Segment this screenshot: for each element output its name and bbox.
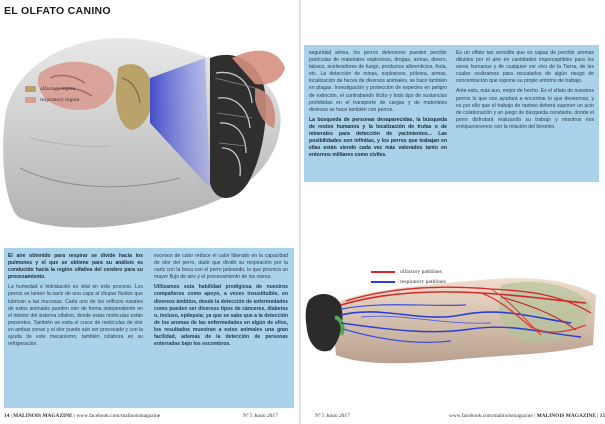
- respiratory-swatch: [25, 97, 36, 103]
- text-column-2: [456, 50, 594, 134]
- legend-item: [25, 94, 79, 105]
- paragraph: seguridad aérea, los perros detectores pueden percibir partículas de materiales explosivos, drogas, armas, dinero, tabaco, aceleradores de fuego, productos alimenticios, fruta, etc. La detección de minas, explosivos, pólvora, armas, localización de heces de diversos animales, se hace también en plagas. Investigación y protección de especies en peligro de extinción, el contrabando ilícito y todo tipo de sustancias prohibidas en el transporte de cargas y de materiales diversos se hace también con perros.: [309, 50, 447, 113]
- paragraph: La humedad e hidratación es vital en este proceso. Los perros se lamen la nariz de una capa al chupar fluidos que lubrican a las mucosas. Cada uno de los orificios nasales de estos animales pueden oler de forma independiente en el interior del sistema olfativo, donde estas moléculas están presentes. También se evita el cruce de moléculas de olor en ambas zonas y el olor puede aún ser procesado y con la ayuda de este mecanismo, también colabora en su refrigeración.: [8, 284, 143, 348]
- page-number: 15: [599, 413, 605, 419]
- dog-nose-cross-section-illustration: [0, 18, 299, 246]
- legend-item: [371, 277, 446, 287]
- pathlines-legend: [371, 267, 446, 287]
- magazine-name: MALINOIS MAGAZINE: [536, 413, 597, 419]
- text-column-1: [8, 253, 143, 351]
- paragraph: Es un olfato tan sensible que es capaz de percibir aromas diluidos por el aire en cantidades imperceptibles para los seres humanos y de cualquier ser vivo de la Tierra, de los cuales realizamos para rescatarlos de algún riesgo de concentración que supone su propio entorno de trabajo.: [456, 50, 594, 85]
- olfactory-swatch: [25, 86, 36, 92]
- legend-item: [25, 83, 79, 94]
- paragraph: Utilizamos esta habilidad prodigiosa de nuestros compañeros como apoyo, a veces insustituible, en diversos ámbitos, desde la detección de enfermedades como pueden ser diversos tipos de cánceres, diabetes o, incluso, epilepsia; ya que se sabe que a la detección de los aromas de las enfermedades en algún de ellos, los resultados muestran a estos animales una gran facilidad, además de la detección de personas enterradas bajo los escombros.: [154, 284, 288, 348]
- footer-issue-right: Nº 5 Junio 2017: [315, 413, 350, 419]
- respiratory-pathline-swatch: [371, 281, 395, 283]
- legend-label: respiratory pathlines: [400, 279, 446, 285]
- text-column-1: [309, 50, 447, 162]
- magazine-name: MALINOIS MAGAZINE: [13, 413, 73, 419]
- right-page: [301, 0, 605, 424]
- olfactory-pathline-swatch: [371, 271, 395, 273]
- page-number: 14: [4, 413, 10, 419]
- footer-issue-left: Nº 5 Junio 2017: [243, 413, 278, 419]
- paragraph: Ante esto, más aun, mejor de hecho. Es el olfato de nuestros perros lo que nos ayudará a encontrar lo que deseemos, y es por ello que el trabajo de rastreo deberá suponer un acto de colaboración y un juego de búsqueda constante, donde el perro disfrutará realizando su trabajo y nosotros nos enriqueceremos con la relación del binomio.: [456, 88, 594, 130]
- article-text-box: [304, 45, 599, 182]
- facebook-link[interactable]: www.facebook.com/malinoismagazine: [76, 413, 161, 419]
- paragraph: excesos de calor reduce el calor liberado en la capacidad de olor del perro, dado que dividir su respiración por la nariz con la boca con el perro jadeando, lo que provoca un mayor flujo de aire y el procesamiento de los olores.: [154, 253, 288, 281]
- legend-item: [371, 267, 446, 277]
- footer-right: www.facebook.com/malinoismagazine | MALINOIS MAGAZINE | 15: [449, 413, 605, 419]
- article-title: EL OLFATO CANINO: [4, 5, 111, 17]
- footer-left: 14 | MALINOIS MAGAZINE | www.facebook.com/malinoismagazine: [4, 413, 161, 419]
- paragraph: La búsqueda de personas desaparecidas, la búsqueda de restos humanos y la localización de trufas o de minerales para detección de yacimientos... Las posibilidades son infinitas, y los perros que trabajan en ellas están siendo cada vez más valorados tanto en entornos militares como civiles.: [309, 116, 447, 159]
- text-column-2: [154, 253, 288, 351]
- legend-label: respiratory region: [40, 96, 80, 103]
- illustration-legend: [25, 83, 79, 105]
- legend-label: olfactory region: [40, 85, 76, 92]
- left-page: [0, 0, 299, 424]
- legend-label: olfactory pathlines: [400, 269, 442, 275]
- paragraph: El aire obtenido para respirar se divide hacia los pulmones y el que se obtiene para su análisis es conducido hacia la región olfativa del cerebro para su procesamiento.: [8, 253, 143, 281]
- facebook-link[interactable]: www.facebook.com/malinoismagazine: [449, 413, 533, 419]
- article-text-box: [4, 248, 294, 408]
- airflow-pathlines-illustration: [301, 205, 600, 405]
